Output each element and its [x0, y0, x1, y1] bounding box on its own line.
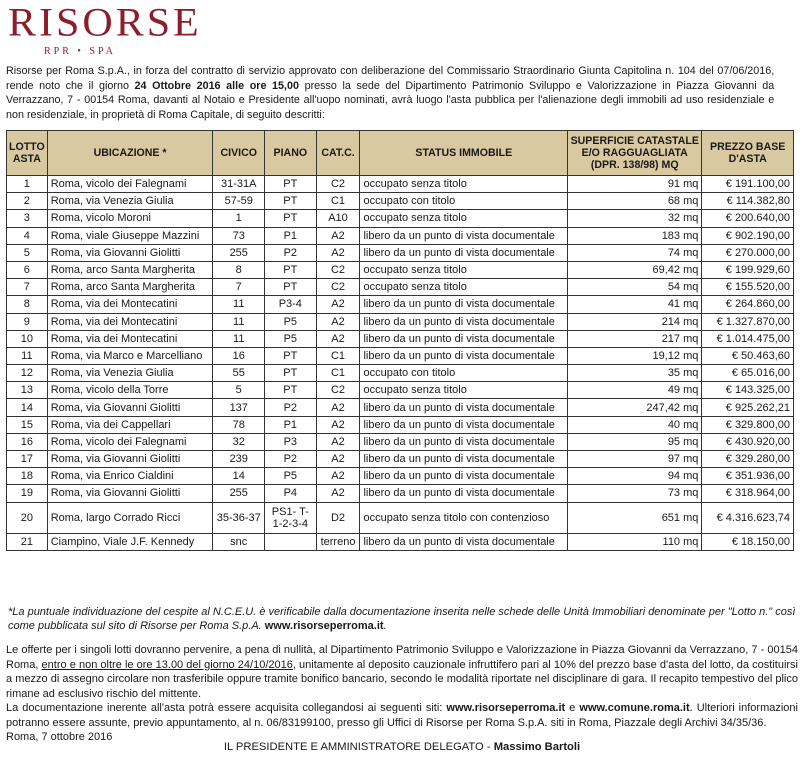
cell-civico: 73 [213, 227, 265, 244]
cell-cat: C2 [316, 382, 360, 399]
cell-status: occupato senza titolo [360, 176, 568, 193]
cell-status: occupato senza titolo [360, 279, 568, 296]
cell-cat: A2 [316, 416, 360, 433]
table-row [7, 365, 794, 382]
cell-superficie: 74 mq [568, 244, 702, 261]
cell-piano: P2 [265, 244, 317, 261]
cell-piano: PT [265, 210, 317, 227]
cell-lotto: 19 [7, 485, 48, 502]
cell-civico: 16 [213, 347, 265, 364]
offers-deadline: entro e non oltre le ore 13.00 del giorno 24/10/2016 [41, 658, 293, 671]
cell-lotto: 1 [7, 176, 48, 193]
cell-ubicazione: Roma, via dei Montecatini [47, 313, 213, 330]
cell-lotto: 3 [7, 210, 48, 227]
cell-lotto: 13 [7, 382, 48, 399]
cell-ubicazione: Roma, arco Santa Margherita [47, 261, 213, 278]
cell-lotto: 18 [7, 468, 48, 485]
table-row [7, 399, 794, 416]
cell-status: libero da un punto di vista documentale [360, 330, 568, 347]
offers-paragraph [6, 643, 798, 701]
header-civico: CIVICO [213, 131, 265, 176]
cell-prezzo: € 191.100,00 [702, 176, 794, 193]
cell-status: libero da un punto di vista documentale [360, 227, 568, 244]
cell-cat: C1 [316, 365, 360, 382]
cell-prezzo: € 65.016,00 [702, 365, 794, 382]
cell-lotto: 4 [7, 227, 48, 244]
cell-superficie: 217 mq [568, 330, 702, 347]
cell-status: libero da un punto di vista documentale [360, 416, 568, 433]
cell-prezzo: € 318.964,00 [702, 485, 794, 502]
cell-prezzo: € 50.463,60 [702, 347, 794, 364]
cell-cat: C2 [316, 176, 360, 193]
cell-ubicazione: Roma, largo Corrado Ricci [47, 502, 213, 533]
cell-status: libero da un punto di vista documentale [360, 451, 568, 468]
company-logo [8, 1, 202, 57]
cell-piano: PT [265, 365, 317, 382]
cell-piano: PT [265, 279, 317, 296]
cell-prezzo: € 270.000,00 [702, 244, 794, 261]
cell-civico: 7 [213, 279, 265, 296]
cell-superficie: 41 mq [568, 296, 702, 313]
cell-superficie: 54 mq [568, 279, 702, 296]
cell-lotto: 5 [7, 244, 48, 261]
cell-civico: 1 [213, 210, 265, 227]
cell-cat: A2 [316, 433, 360, 450]
cell-status: occupato con titolo [360, 365, 568, 382]
header-superficie: SUPERFICIE CATASTALE E/O RAGGUAGLIATA (DPR. 138/98) MQ [568, 131, 702, 176]
header-cat: CAT.C. [316, 131, 360, 176]
cell-civico: 8 [213, 261, 265, 278]
cell-civico: 137 [213, 399, 265, 416]
header-ubicazione: UBICAZIONE * [47, 131, 213, 176]
cell-cat: A2 [316, 330, 360, 347]
site-link-risorse[interactable]: www.risorseperroma.it [446, 702, 566, 714]
cell-ubicazione: Roma, vicolo dei Falegnami [47, 433, 213, 450]
cell-lotto: 9 [7, 313, 48, 330]
cell-ubicazione: Roma, via Giovanni Giolitti [47, 485, 213, 502]
documentation-paragraph [6, 701, 798, 730]
cell-cat: A2 [316, 296, 360, 313]
cell-superficie: 73 mq [568, 485, 702, 502]
header-status: STATUS IMMOBILE [360, 131, 568, 176]
cell-superficie: 35 mq [568, 365, 702, 382]
cell-superficie: 49 mq [568, 382, 702, 399]
cell-piano: PT [265, 347, 317, 364]
cell-piano: P2 [265, 451, 317, 468]
footnote-end: . [383, 620, 387, 632]
cell-ubicazione: Roma, arco Santa Margherita [47, 279, 213, 296]
cell-cat: A2 [316, 313, 360, 330]
cell-lotto: 15 [7, 416, 48, 433]
cell-status: occupato senza titolo con contenzioso [360, 502, 568, 533]
cell-prezzo: € 925.262,21 [702, 399, 794, 416]
signature-role: IL PRESIDENTE E AMMINISTRATORE DELEGATO - [223, 741, 494, 753]
table-row [7, 382, 794, 399]
cell-prezzo: € 264.860,00 [702, 296, 794, 313]
table-row [7, 210, 794, 227]
table-row [7, 416, 794, 433]
table-row [7, 533, 794, 550]
site-link-comune[interactable]: www.comune.roma.it [579, 702, 690, 714]
table-row [7, 279, 794, 296]
cell-lotto: 7 [7, 279, 48, 296]
cell-piano: P3-4 [265, 296, 317, 313]
cell-civico: 55 [213, 365, 265, 382]
cell-civico: 239 [213, 451, 265, 468]
cell-ubicazione: Roma, viale Giuseppe Mazzini [47, 227, 213, 244]
intro-text-start: Risorse per Roma S.p.A., in forza del contratto di servizio approvato con deliberazione del Commissario Straordinario Giunta Capitolina n. 104 del 07/06/2016, rende noto che il giorno [6, 65, 775, 92]
table-row [7, 433, 794, 450]
cell-piano: P1 [265, 227, 317, 244]
cell-prezzo: € 1.327.870,00 [702, 313, 794, 330]
cell-superficie: 68 mq [568, 193, 702, 210]
cell-civico: 57-59 [213, 193, 265, 210]
cell-lotto: 6 [7, 261, 48, 278]
cell-status: occupato senza titolo [360, 261, 568, 278]
cell-ubicazione: Roma, via Venezia Giulia [47, 365, 213, 382]
footnote [8, 605, 798, 633]
cell-civico: 32 [213, 433, 265, 450]
signature-line [0, 741, 804, 753]
cell-prezzo: € 200.640,00 [702, 210, 794, 227]
cell-status: libero da un punto di vista documentale [360, 244, 568, 261]
cell-status: libero da un punto di vista documentale [360, 296, 568, 313]
cell-superficie: 95 mq [568, 433, 702, 450]
cell-piano: PT [265, 176, 317, 193]
cell-lotto: 20 [7, 502, 48, 533]
table-row [7, 193, 794, 210]
cell-ubicazione: Roma, via dei Cappellari [47, 416, 213, 433]
cell-ubicazione: Roma, via dei Montecatini [47, 330, 213, 347]
documentation-and: e [565, 702, 580, 714]
cell-ubicazione: Roma, via Giovanni Giolitti [47, 399, 213, 416]
cell-prezzo: € 155.520,00 [702, 279, 794, 296]
cell-prezzo: € 199.929,60 [702, 261, 794, 278]
table-row [7, 296, 794, 313]
cell-cat: C1 [316, 193, 360, 210]
cell-civico: snc [213, 533, 265, 550]
cell-ubicazione: Roma, via Giovanni Giolitti [47, 451, 213, 468]
table-row [7, 313, 794, 330]
cell-civico: 11 [213, 313, 265, 330]
cell-status: occupato con titolo [360, 193, 568, 210]
documentation-text-start: La documentazione inerente all'asta potrà essere acquisita collegandosi ai seguenti siti: [6, 702, 447, 714]
cell-status: occupato senza titolo [360, 210, 568, 227]
cell-lotto: 14 [7, 399, 48, 416]
cell-ubicazione: Roma, via Marco e Marcelliano [47, 347, 213, 364]
cell-civico: 11 [213, 330, 265, 347]
cell-status: libero da un punto di vista documentale [360, 485, 568, 502]
cell-ubicazione: Roma, vicolo dei Falegnami [47, 176, 213, 193]
cell-lotto: 11 [7, 347, 48, 364]
intro-text-end: presso la sede del Dipartimento Patrimonio Sviluppo e Valorizzazione in Piazza Giovanni da Verrazzano, 7 - 00154 Roma, davanti al Notaio e Presidente all'uopo nominati, avrà luogo l'asta pubblica per l'alienazione degli immobili ad uso residenziale e non residenziale, in proprietà di Roma Capitale, di seguito descritti: [6, 79, 775, 121]
cell-piano: PT [265, 193, 317, 210]
cell-civico: 11 [213, 296, 265, 313]
cell-civico: 255 [213, 244, 265, 261]
cell-prezzo: € 18.150,00 [702, 533, 794, 550]
cell-lotto: 21 [7, 533, 48, 550]
cell-piano: PT [265, 261, 317, 278]
cell-piano: PS1- T- 1-2-3-4 [265, 502, 317, 533]
cell-superficie: 651 mq [568, 502, 702, 533]
table-row [7, 244, 794, 261]
cell-cat: A2 [316, 451, 360, 468]
cell-civico: 78 [213, 416, 265, 433]
cell-cat: A2 [316, 468, 360, 485]
cell-superficie: 40 mq [568, 416, 702, 433]
cell-lotto: 2 [7, 193, 48, 210]
cell-piano: P5 [265, 468, 317, 485]
intro-paragraph [6, 64, 774, 122]
logo-wordmark: RISORSE [8, 1, 202, 45]
cell-lotto: 16 [7, 433, 48, 450]
table-row [7, 227, 794, 244]
cell-superficie: 214 mq [568, 313, 702, 330]
cell-cat: A10 [316, 210, 360, 227]
cell-lotto: 17 [7, 451, 48, 468]
cell-civico: 35-36-37 [213, 502, 265, 533]
cell-status: libero da un punto di vista documentale [360, 468, 568, 485]
cell-status: libero da un punto di vista documentale [360, 433, 568, 450]
header-piano: PIANO [265, 131, 317, 176]
cell-civico: 14 [213, 468, 265, 485]
cell-prezzo: € 1.014.475,00 [702, 330, 794, 347]
cell-superficie: 110 mq [568, 533, 702, 550]
table-row [7, 176, 794, 193]
place-date: Roma, 7 ottobre 2016 [6, 731, 113, 743]
cell-civico: 255 [213, 485, 265, 502]
table-row [7, 330, 794, 347]
cell-prezzo: € 430.920,00 [702, 433, 794, 450]
cell-cat: A2 [316, 227, 360, 244]
cell-superficie: 94 mq [568, 468, 702, 485]
cell-cat: C2 [316, 279, 360, 296]
cell-superficie: 91 mq [568, 176, 702, 193]
cell-ubicazione: Roma, vicolo della Torre [47, 382, 213, 399]
cell-superficie: 19,12 mq [568, 347, 702, 364]
footer-text [6, 643, 798, 745]
cell-prezzo: € 4.316.623,74 [702, 502, 794, 533]
cell-piano: P2 [265, 399, 317, 416]
cell-cat: C2 [316, 261, 360, 278]
cell-ubicazione: Roma, via Venezia Giulia [47, 193, 213, 210]
cell-ubicazione: Ciampino, Viale J.F. Kennedy [47, 533, 213, 550]
cell-superficie: 32 mq [568, 210, 702, 227]
cell-prezzo: € 329.800,00 [702, 416, 794, 433]
table-row [7, 261, 794, 278]
table-row [7, 502, 794, 533]
cell-piano: P3 [265, 433, 317, 450]
cell-superficie: 97 mq [568, 451, 702, 468]
cell-piano: P4 [265, 485, 317, 502]
cell-cat: C1 [316, 347, 360, 364]
cell-piano [265, 533, 317, 550]
cell-prezzo: € 902.190,00 [702, 227, 794, 244]
cell-ubicazione: Roma, via dei Montecatini [47, 296, 213, 313]
cell-ubicazione: Roma, vicolo Moroni [47, 210, 213, 227]
cell-lotto: 8 [7, 296, 48, 313]
cell-civico: 31-31A [213, 176, 265, 193]
lots-table-body [7, 176, 794, 551]
cell-superficie: 183 mq [568, 227, 702, 244]
cell-prezzo: € 143.325,00 [702, 382, 794, 399]
cell-prezzo: € 114.382,80 [702, 193, 794, 210]
cell-civico: 5 [213, 382, 265, 399]
cell-cat: A2 [316, 244, 360, 261]
cell-cat: A2 [316, 399, 360, 416]
cell-prezzo: € 351.936,00 [702, 468, 794, 485]
header-prezzo: PREZZO BASE D'ASTA [702, 131, 794, 176]
table-row [7, 485, 794, 502]
cell-piano: P5 [265, 330, 317, 347]
cell-prezzo: € 329.280,00 [702, 451, 794, 468]
lots-table [6, 130, 794, 551]
cell-status: libero da un punto di vista documentale [360, 533, 568, 550]
offers-text-end: , unitamente al deposito cauzionale infruttifero pari al 10% del prezzo base d'asta del lotto, da costituirsi a mezzo di assegno circolare non trasferibile oppure tramite bonifico bancario, secondo le modalità riportate nel disciplinare di gara. Il recapito tempestivo del plico rimane ad esclusivo rischio del mittente. [6, 658, 798, 700]
cell-ubicazione: Roma, via Giovanni Giolitti [47, 244, 213, 261]
cell-piano: P1 [265, 416, 317, 433]
cell-cat: D2 [316, 502, 360, 533]
cell-cat: A2 [316, 485, 360, 502]
cell-lotto: 10 [7, 330, 48, 347]
table-row [7, 347, 794, 364]
cell-piano: P5 [265, 313, 317, 330]
footnote-text: *La puntuale individuazione del cespite al N.C.E.U. è verificabile dalla documentazione inserita nelle schede delle Unità Immobiliari denominate per "Lotto n." così come pubblicata sul sito di Risorse per Roma S.p.A. [8, 606, 796, 632]
cell-lotto: 12 [7, 365, 48, 382]
signature-name: Massimo Bartoli [493, 741, 581, 753]
cell-superficie: 247,42 mq [568, 399, 702, 416]
cell-status: libero da un punto di vista documentale [360, 347, 568, 364]
cell-cat: terreno [316, 533, 360, 550]
offers-text-start: Le offerte per i singoli lotti dovranno pervenire, a pena di nullità, al Dipartimento Patrimonio Sviluppo e Valorizzazione in Piazza Giovanni da Verrazzano, 7 - 00154 Roma, [6, 644, 798, 671]
documentation-text-end: . Ulteriori informazioni potranno essere assunte, previo appuntamento, al n. 06/83199100, presso gli Uffici di Risorse per Roma S.p.A. siti in Roma, Piazzale degli Archivi 34/35/36. [6, 702, 798, 729]
cell-piano: PT [265, 382, 317, 399]
header-lotto: LOTTO ASTA [7, 131, 48, 176]
cell-status: libero da un punto di vista documentale [360, 313, 568, 330]
footnote-site-link[interactable]: www.risorseperroma.it [264, 620, 384, 632]
table-row [7, 468, 794, 485]
cell-status: occupato senza titolo [360, 382, 568, 399]
table-header-row [7, 131, 794, 176]
auction-date: 24 Ottobre 2016 alle ore 15,00 [134, 79, 299, 92]
logo-subtitle: RPR • SPA [44, 46, 116, 57]
cell-status: libero da un punto di vista documentale [360, 399, 568, 416]
table-row [7, 451, 794, 468]
cell-ubicazione: Roma, via Enrico Cialdini [47, 468, 213, 485]
cell-superficie: 69,42 mq [568, 261, 702, 278]
